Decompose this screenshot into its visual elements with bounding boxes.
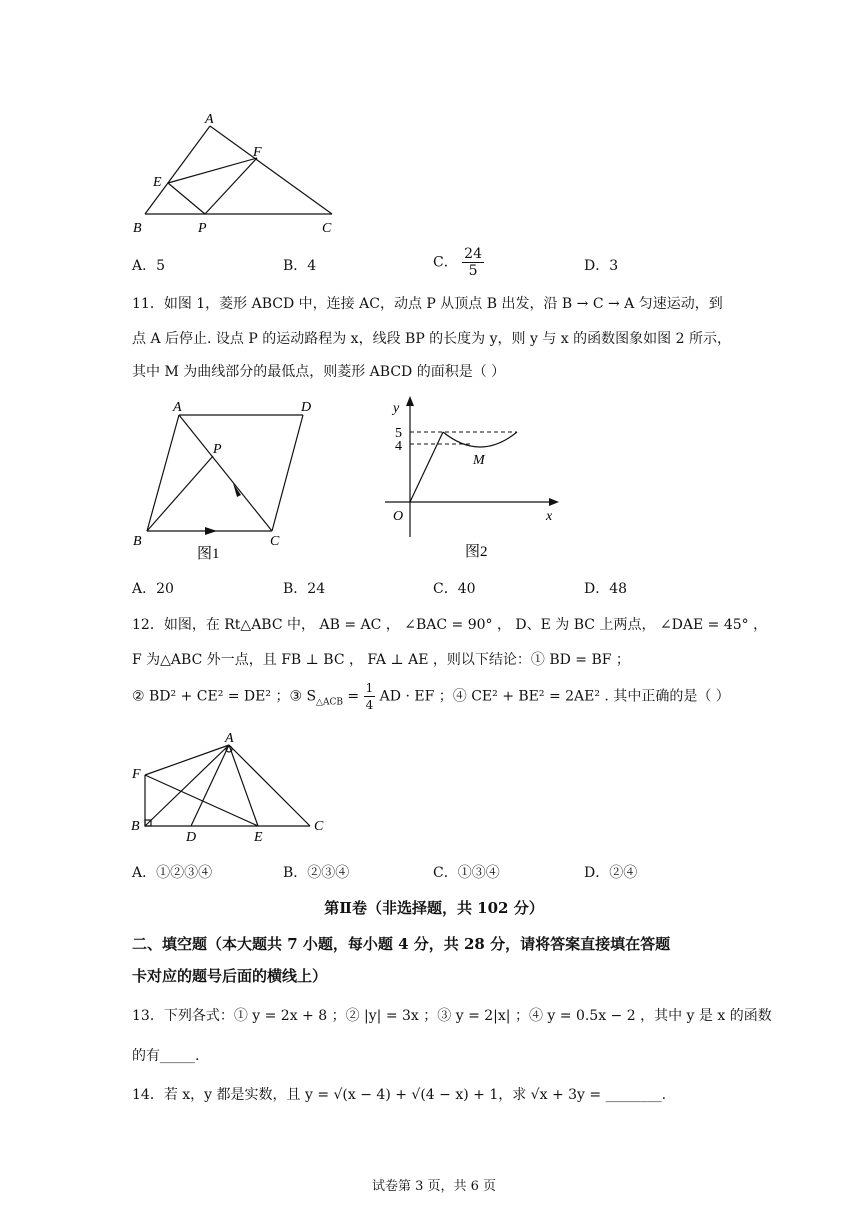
section-2-heading-line-2: 卡对应的题号后面的横线上）: [132, 967, 328, 985]
q11-fig1-label-D: D: [301, 400, 312, 415]
q13-line-1: 13．下列各式：① y = 2x + 8 ；② |y| = 3x ；③ y = 2|x| ；④ y = 0.5x − 2 ，其中 y 是 x 的函数: [132, 1008, 772, 1024]
section-2-title: 第Ⅱ卷（非选择题，共 102 分）: [324, 899, 544, 917]
q10-label-C: C: [322, 221, 332, 236]
q11-option-d: D．48: [584, 581, 628, 597]
q10-label-A: A: [205, 112, 214, 127]
q11-option-a: A．20: [132, 581, 174, 597]
page-footer: 试卷第 3 页，共 6 页: [371, 1179, 497, 1194]
q10-label-B: B: [133, 221, 142, 236]
q10-label-F: F: [253, 145, 262, 160]
q11-fig2-tick-5: 5: [395, 426, 402, 441]
section-2-heading-line-1: 二、填空题（本大题共 7 小题，每小题 4 分，共 28 分，请将答案直接填在答题: [132, 935, 671, 953]
q11-fig1-caption: 图1: [197, 546, 220, 562]
q10-triangle-figure: [125, 108, 355, 238]
q12-option-d: D．②④: [584, 865, 638, 881]
q11-fig1-label-C: C: [270, 534, 280, 549]
q11-line-2: 点 A 后停止. 设点 P 的运动路程为 x，线段 BP 的长度为 y，则 y 与 x 的函数图象如图 2 所示，: [132, 331, 731, 347]
q12-line-2: F 为△ABC 外一点，且 FB ⊥ BC ， FA ⊥ AE ，则以下结论：① BD = BF ；: [132, 652, 630, 668]
q11-fig1-label-A: A: [173, 400, 182, 415]
q11-fig2-origin: O: [393, 509, 404, 524]
q11-line-1: 11．如图 1，菱形 ABCD 中，连接 AC，动点 P 从顶点 B 出发，沿 B → C → A 匀速运动，到: [132, 296, 723, 312]
q10-label-E: E: [153, 175, 162, 190]
q11-fig2-y-label: y: [393, 401, 400, 416]
q10-label-P: P: [198, 221, 207, 236]
q11-fig2-label-M: M: [473, 453, 485, 468]
q12-label-C: C: [314, 819, 324, 834]
q10-option-a: A．5: [132, 258, 166, 274]
q14-line-1: 14．若 x，y 都是实数，且 y = √(x − 4) + √(4 − x) + 1，求 √x + 3y = ________.: [132, 1087, 667, 1103]
q11-fig1-label-B: B: [133, 534, 142, 549]
q12-option-c: C．①③④: [433, 865, 500, 881]
q12-label-F: F: [132, 767, 141, 782]
q11-fig2-tick-4: 4: [395, 439, 402, 454]
q11-line-3: 其中 M 为曲线部分的最低点，则菱形 ABCD 的面积是（ ）: [132, 364, 506, 380]
q12-line-1: 12．如图，在 Rt△ABC 中， AB = AC ， ∠BAC = 90° ， D、E 为 BC 上两点， ∠DAE = 45° ，: [132, 617, 768, 633]
q11-rhombus-figure: [125, 395, 325, 565]
q12-label-D: D: [186, 830, 197, 845]
q12-line-3: ② BD² + CE² = DE² ；③ $S_{\triangle ACB}$ = $\frac{1}{4}$ AD · EF ；④ CE² + BE² = 2AE² . 其中正确的是（ ）: [132, 681, 730, 712]
q11-function-graph: [375, 392, 565, 567]
q11-option-b: B．24: [283, 581, 326, 597]
q11-fig2-x-label: x: [546, 509, 553, 524]
q11-option-c: C．40: [433, 581, 476, 597]
q10-option-c: C． $\frac{24}{5}$: [433, 246, 482, 279]
q12-option-b: B．②③④: [283, 865, 350, 881]
q12-label-A: A: [225, 731, 234, 746]
q11-fig1-label-P: P: [213, 442, 222, 457]
q10-option-b: B．4: [283, 258, 317, 274]
q11-fig2-caption: 图2: [465, 544, 488, 560]
q12-label-E: E: [254, 830, 263, 845]
q12-option-a: A．①②③④: [132, 865, 213, 881]
q13-line-2: 的有_____.: [132, 1048, 200, 1064]
q12-triangle-figure: [125, 730, 340, 845]
q10-option-d: D．3: [584, 258, 619, 274]
q12-label-B: B: [131, 819, 140, 834]
